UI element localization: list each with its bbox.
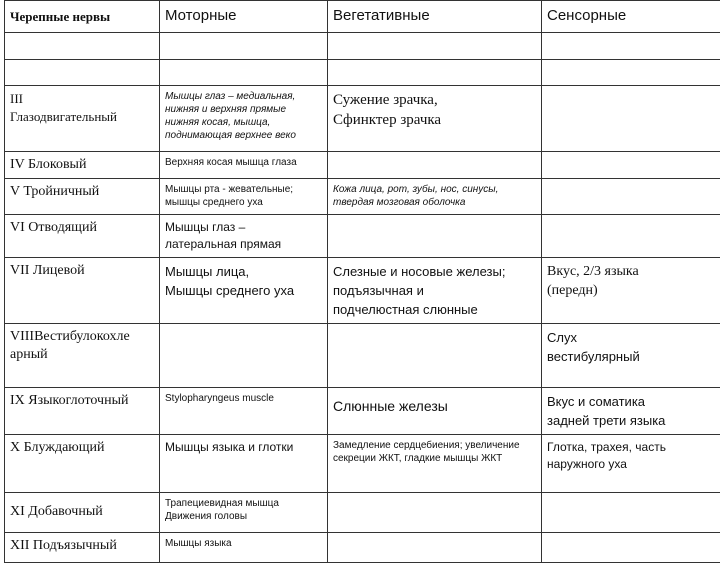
nerve-name: V Тройничный (10, 183, 154, 201)
nerve-name: IX Языкоглоточный (10, 392, 154, 410)
cell-nerve (5, 435, 160, 493)
nerve-name: X Блуждающий (10, 439, 154, 457)
nerve-name: VII Лицевой (10, 262, 154, 280)
nerve-name: XII Подъязычный (10, 537, 154, 555)
header-motor: Моторные (160, 1, 328, 33)
cell-sensory (542, 435, 720, 493)
nerve-name: VI Отводящий (10, 219, 154, 237)
cell-vegetative (328, 60, 542, 86)
cell-vegetative (328, 86, 542, 152)
cell-motor (160, 258, 328, 324)
motor-text: Мышцы глаз – медиальная, нижняя и верхняя прямые нижняя косая, мышца, поднимающая верхнее веко (165, 90, 322, 142)
cell-nerve (5, 179, 160, 215)
cell-sensory (542, 33, 720, 60)
header-row (5, 1, 720, 33)
motor-text: Stylopharyngeus muscle (165, 392, 322, 405)
cell-motor (160, 215, 328, 258)
cell-sensory (542, 388, 720, 435)
sensory-text: Вкус, 2/3 языка (передн) (547, 262, 720, 300)
motor-text: Мышцы рта - жевательные; мышцы среднего уха (165, 183, 322, 209)
cell-vegetative (328, 152, 542, 179)
cell-motor (160, 324, 328, 388)
header-nerves: Черепные нервы (5, 1, 160, 33)
table-row-VII (5, 258, 720, 324)
cell-vegetative (328, 533, 542, 563)
cell-sensory (542, 493, 720, 533)
table-row-XII (5, 533, 720, 563)
cell-motor (160, 86, 328, 152)
cell-nerve (5, 60, 160, 86)
vegetative-text: Кожа лица, рот, зубы, нос, синусы, твердая мозговая оболочка (333, 183, 536, 209)
cell-nerve (5, 215, 160, 258)
cell-nerve (5, 533, 160, 563)
cell-nerve (5, 258, 160, 324)
table-row-VI (5, 215, 720, 258)
cell-vegetative (328, 258, 542, 324)
motor-text: Мышцы языка (165, 537, 322, 550)
cell-motor (160, 493, 328, 533)
cell-vegetative (328, 388, 542, 435)
table-row-X (5, 435, 720, 493)
cell-nerve (5, 33, 160, 60)
cell-motor (160, 60, 328, 86)
cell-nerve (5, 86, 160, 152)
cell-vegetative (328, 435, 542, 493)
cell-vegetative (328, 215, 542, 258)
cell-vegetative (328, 324, 542, 388)
cell-motor (160, 533, 328, 563)
cell-nerve (5, 493, 160, 533)
sensory-text: Слух вестибулярный (547, 328, 720, 366)
motor-text: Мышцы лица, Мышцы среднего уха (165, 262, 322, 300)
table-row-IX (5, 388, 720, 435)
table-row-empty-2 (5, 60, 720, 86)
cell-sensory (542, 324, 720, 388)
vegetative-text: Сужение зрачка, Сфинктер зрачка (333, 90, 536, 130)
cell-vegetative (328, 179, 542, 215)
table-row-VIII (5, 324, 720, 388)
cell-sensory (542, 60, 720, 86)
sensory-text: Вкус и соматика задней трети языка (547, 392, 720, 430)
cell-nerve (5, 152, 160, 179)
nerve-name: IV Блоковый (10, 156, 154, 174)
cell-motor (160, 33, 328, 60)
vegetative-text: Слезные и носовые железы; подъязычная и подчелюстная слюнные (333, 262, 536, 319)
cranial-nerves-table (4, 0, 720, 563)
cell-sensory (542, 86, 720, 152)
cell-motor (160, 179, 328, 215)
motor-text: Верхняя косая мышца глаза (165, 156, 322, 169)
nerve-name: III Глазодвигательный (10, 90, 154, 126)
vegetative-text: Замедление сердцебиения; увеличение секреции ЖКТ, гладкие мышцы ЖКТ (333, 439, 536, 465)
sensory-text: Глотка, трахея, часть наружного уха (547, 439, 720, 473)
table-row-IV (5, 152, 720, 179)
header-sensory: Сенсорные (542, 1, 720, 33)
nerve-name: VIIIВестибулокохле арный (10, 328, 154, 364)
cell-vegetative (328, 33, 542, 60)
cell-motor (160, 388, 328, 435)
cell-motor (160, 435, 328, 493)
table-row-empty-1 (5, 33, 720, 60)
vegetative-text: Слюнные железы (333, 396, 536, 416)
table-row-III (5, 86, 720, 152)
cell-nerve (5, 388, 160, 435)
motor-text: Трапециевидная мышца Движения головы (165, 497, 322, 523)
cell-motor (160, 152, 328, 179)
cell-nerve (5, 324, 160, 388)
cell-sensory (542, 533, 720, 563)
cell-sensory (542, 215, 720, 258)
header-vegetative: Вегетативные (328, 1, 542, 33)
motor-text: Мышцы языка и глотки (165, 439, 322, 456)
cell-sensory (542, 258, 720, 324)
cell-sensory (542, 152, 720, 179)
cell-vegetative (328, 493, 542, 533)
motor-text: Мышцы глаз – латеральная прямая (165, 219, 322, 253)
nerve-name: XI Добавочный (10, 503, 154, 521)
table-row-XI (5, 493, 720, 533)
table-row-V (5, 179, 720, 215)
cell-sensory (542, 179, 720, 215)
